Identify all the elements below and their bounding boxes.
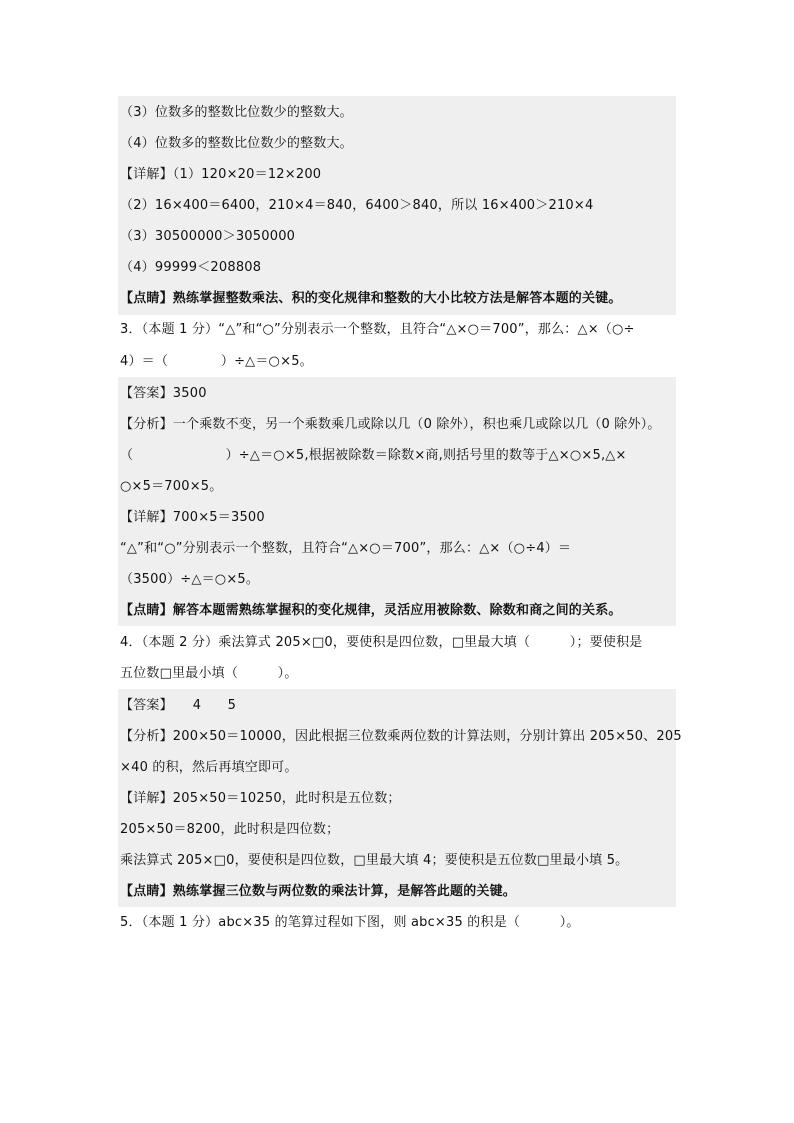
block4-line-4: 【详解】205×50＝10250，此时积是五位数； — [120, 791, 401, 806]
question-3-line-1: 3．（本题 1 分）“△”和“○”分别表示一个整数，且符合“△×○＝700”，那么：△×（○÷ — [120, 322, 635, 337]
block3-line-8: 【点睛】解答本题需熟练掌握积的变化规律，灵活应用被除数、除数和商之间的关系。 — [120, 603, 622, 618]
question-5-line-1: 5．（本题 1 分）abc×35 的笔算过程如下图，则 abc×35 的积是（ ）。 — [120, 915, 580, 930]
block1-line-1: （3）位数多的整数比位数少的整数大。 — [120, 105, 353, 120]
question-4-line-1: 4．（本题 2 分）乘法算式 205×□0，要使积是四位数，□里最大填（ ）；要使积是 — [120, 635, 643, 650]
block1-line-6: （4）99999＜208808 — [120, 260, 262, 275]
block4-line-6: 乘法算式 205×□0，要使积是四位数，□里最大填 4；要使积是五位数□里最小填 5。 — [120, 853, 629, 868]
block4-line-7: 【点睛】熟练掌握三位数与两位数的乘法计算，是解答此题的关键。 — [120, 884, 517, 899]
block3-line-2: 【分析】一个乘数不变，另一个乘数乘几或除以几（0 除外），积也乘几或除以几（0 除外）。 — [120, 417, 661, 432]
block1-line-2: （4）位数多的整数比位数少的整数大。 — [120, 136, 353, 151]
block1-line-7: 【点睛】熟练掌握整数乘法、积的变化规律和整数的大小比较方法是解答本题的关键。 — [120, 291, 622, 306]
block1-line-4: （2）16×400＝6400，210×4＝840，6400＞840，所以 16×400＞210×4 — [120, 198, 594, 213]
block4-line-3: ×40 的积，然后再填空即可。 — [120, 760, 298, 775]
block3-line-5: 【详解】700×5＝3500 — [120, 510, 265, 525]
block4-line-2: 【分析】200×50＝10000，因此根据三位数乘两位数的计算法则，分别计算出 205×50、205 — [120, 729, 682, 744]
block3-line-7: （3500）÷△＝○×5。 — [120, 572, 260, 587]
question-3-line-2: 4）＝（ ）÷△＝○×5。 — [120, 354, 313, 369]
block3-line-3: （ ）÷△＝○×5,根据被除数＝除数×商,则括号里的数等于△×○×5,△× — [120, 448, 627, 463]
block3-line-4: ○×5＝700×5。 — [120, 479, 223, 494]
block4-line-1: 【答案】 4 5 — [120, 698, 237, 713]
block3-line-1: 【答案】3500 — [120, 386, 207, 401]
block4-line-5: 205×50＝8200，此时积是四位数； — [120, 822, 340, 837]
question-4-line-2: 五位数□里最小填（ ）。 — [120, 666, 298, 681]
block1-line-3: 【详解】（1）120×20＝12×200 — [120, 167, 322, 182]
block1-line-5: （3）30500000＞3050000 — [120, 229, 296, 244]
block3-line-6: “△”和“○”分别表示一个整数，且符合“△×○＝700”，那么：△×（○÷4）＝ — [120, 541, 572, 556]
